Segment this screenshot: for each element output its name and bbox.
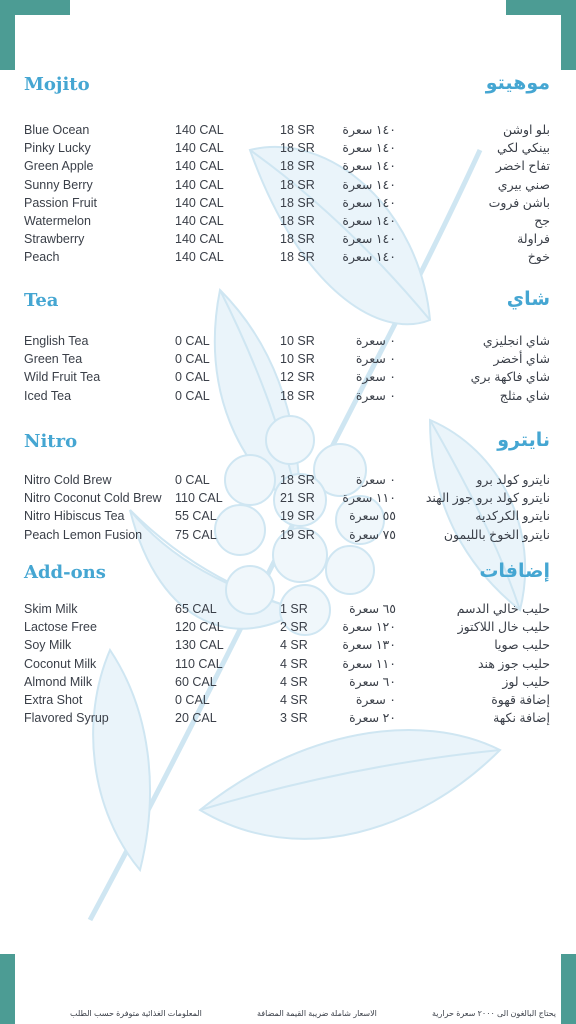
item-calories-ar: ١٤٠ سعرة: [342, 123, 396, 137]
item-price: 18 SR: [280, 232, 315, 247]
item-price: 4 SR: [280, 692, 308, 707]
item-calories: 0 CAL: [175, 473, 210, 487]
section-title-ar: نايترو: [497, 429, 550, 451]
item-calories-ar: ١٤٠ سعرة: [342, 232, 396, 247]
item-calories-ar: ٢٠ سعرة: [349, 711, 396, 726]
item-calories-ar: ١٢٠ سعرة: [342, 620, 396, 635]
item-calories: 20 CAL: [175, 711, 217, 726]
menu-item: [0, 618, 576, 636]
menu-item: [0, 636, 576, 654]
item-price: 1 SR: [280, 602, 308, 616]
item-name-ar: شاي مثلج: [499, 388, 550, 403]
item-name-en: Watermelon: [24, 213, 91, 228]
footer-vat-note: الاسعار شاملة ضريبة القيمة المضافة: [257, 1009, 377, 1018]
item-name-ar: نايترو الخوخ بالليمون: [443, 527, 550, 542]
item-name-ar: حليب خال اللاكتوز: [457, 620, 550, 635]
item-calories-ar: ١٤٠ سعرة: [342, 213, 396, 228]
menu-item: [0, 194, 576, 212]
item-price: 3 SR: [280, 711, 308, 726]
item-name-en: Flavored Syrup: [24, 711, 109, 726]
menu-item: [0, 526, 576, 544]
item-price: 4 SR: [280, 656, 308, 671]
item-price: 4 SR: [280, 674, 308, 689]
corner-decoration-top-right-vertical: [561, 0, 576, 70]
item-name-ar: حليب صويا: [494, 638, 550, 653]
item-name-en: Strawberry: [24, 232, 85, 247]
menu-item: [0, 248, 576, 266]
item-calories-ar: ٠ سعرة: [355, 334, 396, 348]
item-calories: 75 CAL: [175, 527, 217, 542]
section-title-ar: شاي: [506, 288, 550, 310]
item-price: 19 SR: [280, 527, 315, 542]
item-name-ar: نايترو الكركديه: [475, 509, 550, 524]
section-title-ar: موهيتو: [485, 72, 550, 94]
item-name-en: Iced Tea: [24, 388, 72, 403]
item-name-ar: إضافة قهوة: [491, 692, 550, 707]
item-calories-ar: ١٤٠ سعرة: [342, 159, 396, 174]
item-calories-ar: ١٤٠ سعرة: [342, 195, 396, 210]
item-name-ar: صني بيري: [497, 177, 550, 192]
footer-nutrition-note: المعلومات الغذائية متوفرة حسب الطلب: [70, 1009, 202, 1018]
item-name-en: Green Apple: [24, 159, 94, 174]
menu-item: [0, 709, 576, 727]
menu-item: [0, 350, 576, 368]
item-calories: 140 CAL: [175, 250, 224, 265]
item-name-ar: شاي فاكهة بري: [470, 370, 550, 385]
menu-item: [0, 387, 576, 405]
item-price: 12 SR: [280, 370, 315, 385]
item-name-en: Green Tea: [24, 352, 83, 367]
item-calories: 140 CAL: [175, 177, 224, 192]
item-name-ar: بلو اوشن: [502, 123, 550, 137]
menu-item: [0, 212, 576, 230]
section-title-en: Mojito: [24, 74, 90, 95]
item-price: 18 SR: [280, 388, 315, 403]
item-calories-ar: ٠ سعرة: [355, 352, 396, 367]
item-calories-ar: ٠ سعرة: [355, 370, 396, 385]
item-price: 18 SR: [280, 473, 315, 487]
item-calories-ar: ٧٥ سعرة: [349, 527, 396, 542]
item-calories: 140 CAL: [175, 195, 224, 210]
item-name-ar: حليب خالي الدسم: [456, 602, 550, 616]
item-calories-ar: ٦٠ سعرة: [349, 674, 396, 689]
corner-decoration-top-left-vertical: [0, 0, 15, 70]
item-name-en: Pinky Lucky: [24, 141, 91, 156]
item-name-ar: خوخ: [527, 250, 550, 265]
item-name-en: Nitro Hibiscus Tea: [24, 509, 125, 524]
item-price: 18 SR: [280, 123, 315, 137]
menu-item: [0, 139, 576, 157]
item-list: [0, 471, 576, 544]
item-price: 2 SR: [280, 620, 308, 635]
item-price: 21 SR: [280, 491, 315, 506]
item-name-en: Sunny Berry: [24, 177, 93, 192]
item-price: 18 SR: [280, 141, 315, 156]
item-name-en: Peach Lemon Fusion: [24, 527, 143, 542]
corner-decoration-bottom-left: [0, 954, 15, 1024]
item-calories-ar: ٦٥ سعرة: [349, 602, 396, 616]
item-price: 18 SR: [280, 213, 315, 228]
item-calories-ar: ٠ سعرة: [355, 388, 396, 403]
item-calories: 0 CAL: [175, 692, 210, 707]
item-name-en: Peach: [24, 250, 60, 265]
item-name-en: English Tea: [24, 334, 89, 348]
item-name-ar: بينكي لكي: [497, 141, 550, 156]
menu-item: [0, 368, 576, 386]
menu-item: [0, 507, 576, 525]
menu-item: [0, 230, 576, 248]
item-calories: 0 CAL: [175, 334, 210, 348]
footer-notes: [70, 1009, 556, 1018]
section-title-en: Nitro: [24, 431, 78, 452]
section-title-en: Add-ons: [24, 562, 106, 583]
item-calories: 0 CAL: [175, 370, 210, 385]
item-name-ar: باشن فروت: [488, 195, 550, 210]
item-name-en: Almond Milk: [24, 674, 93, 689]
item-calories: 110 CAL: [175, 491, 223, 506]
item-name-ar: حليب لوز: [502, 674, 550, 689]
item-name-en: Blue Ocean: [24, 123, 90, 137]
item-name-ar: شاي انجليزي: [482, 334, 550, 348]
item-name-en: Coconut Milk: [24, 656, 97, 671]
footer-calorie-note: يحتاج البالغون الى ٢٠٠٠ سعرة حرارية: [432, 1009, 556, 1018]
item-calories: 140 CAL: [175, 232, 224, 247]
item-calories-ar: ٠ سعرة: [355, 692, 396, 707]
item-list: [0, 332, 576, 405]
item-calories: 140 CAL: [175, 159, 224, 174]
item-name-en: Nitro Coconut Cold Brew: [24, 491, 162, 506]
item-name-en: Skim Milk: [24, 602, 78, 616]
item-name-ar: فراولة: [517, 232, 550, 247]
item-calories-ar: ١٤٠ سعرة: [342, 177, 396, 192]
item-price: 10 SR: [280, 352, 315, 367]
item-price: 18 SR: [280, 159, 315, 174]
menu-item: [0, 600, 576, 618]
item-price: 18 SR: [280, 250, 315, 265]
menu-item: [0, 121, 576, 139]
item-price: 18 SR: [280, 195, 315, 210]
item-name-ar: جح: [534, 213, 550, 228]
menu-item: [0, 673, 576, 691]
item-name-ar: شاي أخضر: [493, 352, 550, 367]
menu-item: [0, 655, 576, 673]
item-price: 4 SR: [280, 638, 308, 653]
item-list: [0, 600, 576, 727]
item-calories-ar: ١٣٠ سعرة: [342, 638, 396, 653]
item-price: 18 SR: [280, 177, 315, 192]
item-name-en: Lactose Free: [24, 620, 97, 635]
menu-item: [0, 489, 576, 507]
item-calories-ar: ٥٥ سعرة: [349, 509, 396, 524]
menu-item: [0, 176, 576, 194]
item-name-ar: حليب جوز هند: [477, 656, 550, 671]
menu-item: [0, 332, 576, 350]
item-name-ar: نايترو كولد برو جوز الهند: [425, 491, 550, 506]
menu-item: [0, 691, 576, 709]
item-name-en: Wild Fruit Tea: [24, 370, 101, 385]
item-calories-ar: ١١٠ سعرة: [342, 656, 396, 671]
item-name-ar: نايترو كولد برو: [476, 473, 550, 487]
item-name-en: Soy Milk: [24, 638, 72, 653]
item-calories: 110 CAL: [175, 656, 223, 671]
item-calories-ar: ٠ سعرة: [355, 473, 396, 487]
item-name-en: Passion Fruit: [24, 195, 97, 210]
item-calories: 65 CAL: [175, 602, 217, 616]
item-calories-ar: ١٤٠ سعرة: [342, 141, 396, 156]
item-calories: 130 CAL: [175, 638, 224, 653]
item-name-en: Nitro Cold Brew: [24, 473, 112, 487]
item-calories-ar: ١١٠ سعرة: [342, 491, 396, 506]
item-calories: 120 CAL: [175, 620, 224, 635]
item-calories: 0 CAL: [175, 388, 210, 403]
item-name-ar: تفاح اخضر: [495, 159, 550, 174]
section-title-ar: إضافات: [479, 560, 550, 582]
item-calories: 55 CAL: [175, 509, 217, 524]
menu-item: [0, 157, 576, 175]
item-calories: 140 CAL: [175, 123, 224, 137]
item-calories-ar: ١٤٠ سعرة: [342, 250, 396, 265]
item-list: [0, 121, 576, 267]
item-price: 19 SR: [280, 509, 315, 524]
section-title-en: Tea: [24, 290, 59, 311]
item-calories: 140 CAL: [175, 141, 224, 156]
item-name-ar: إضافة نكهة: [493, 711, 550, 726]
item-calories: 0 CAL: [175, 352, 210, 367]
item-name-en: Extra Shot: [24, 692, 83, 707]
corner-decoration-bottom-right: [561, 954, 576, 1024]
menu-item: [0, 471, 576, 489]
item-calories: 60 CAL: [175, 674, 217, 689]
item-calories: 140 CAL: [175, 213, 224, 228]
item-price: 10 SR: [280, 334, 315, 348]
